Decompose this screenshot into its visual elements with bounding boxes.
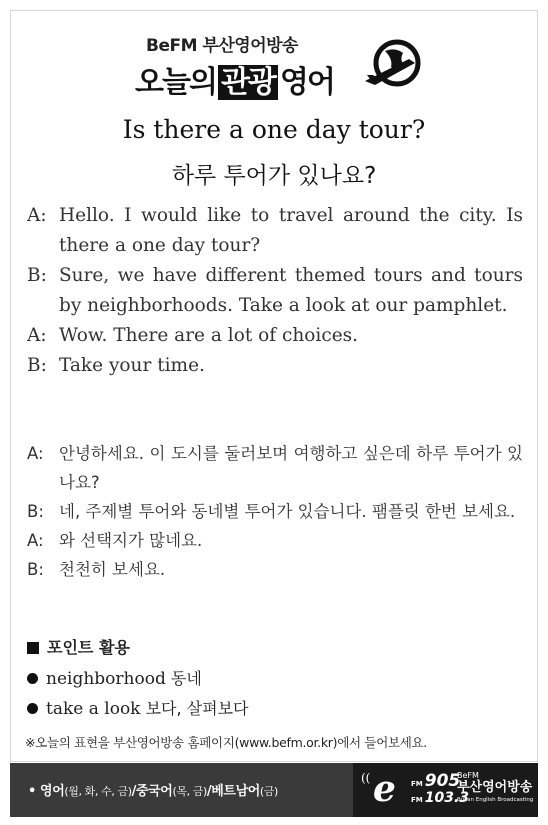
key-point-english: neighborhood [46,669,166,689]
dialog-english [27,201,523,381]
dialog-line [27,555,523,584]
dialog-text: Take your time. [59,355,205,376]
speaker: A: [27,205,47,226]
radio-brand-english: BeFM [457,771,479,780]
dialog-text: 천천히 보세요. [59,560,166,579]
dialog-line [27,439,523,497]
speaker: B: [27,560,44,579]
frequency-1 [411,771,460,791]
schedule-english-days: (월, 화, 수, 금) [64,785,132,798]
key-point-english: take a look [46,699,141,719]
schedule-english: • 영어 [28,784,65,799]
dialog-line [27,321,523,351]
key-point-item [27,694,523,724]
dialog-line [27,261,523,321]
radio-brand-korean: 부산영어방송 [457,780,533,795]
dialog-line [27,351,523,381]
footer-bar [10,763,538,817]
dialog-korean [27,439,523,584]
dialog-line [27,526,523,555]
key-points [27,635,523,724]
dialog-line [27,497,523,526]
dialog-text: 와 선택지가 많네요. [59,531,203,550]
radio-waves-icon: (( [361,771,371,785]
frequency-2-value: 103.3 [424,790,470,806]
schedule-chinese-days: (목, 금) [172,785,207,798]
schedule-vietnamese-days: (금) [259,785,278,798]
radio-brand-sub: Busan English Broadcasting [457,797,534,803]
schedule-vietnamese: /베트남어 [206,784,260,799]
dialog-line [27,201,523,261]
fm-label: FM [411,796,423,804]
key-points-title: 포인트 활용 [47,638,130,657]
fm-label: FM [411,780,423,788]
title-korean: 하루 투어가 있나요? [171,163,377,189]
key-point-korean: 보다, 살펴보다 [145,699,249,718]
brand-name: BeFM 부산영어방송 [146,36,298,56]
speaker: A: [27,531,44,550]
logo-part-1: 오늘의 [135,65,216,100]
frequency-1-value: 905 [424,771,461,791]
speaker: A: [27,444,44,463]
header [11,23,537,103]
globe-airplane-icon [363,37,423,95]
dialog-text: Sure, we have different themed tours and tours by neighborhoods. Take a look at our pamphlet. [59,265,523,316]
bullet-icon [27,673,38,684]
radio-brand [457,771,533,805]
logo-part-2: 영어 [279,65,334,100]
key-points-heading [27,635,523,658]
speaker: B: [27,265,47,286]
title-english: Is there a one day tour? [122,115,426,144]
key-point-item [27,664,523,694]
dialog-text: 안녕하세요. 이 도시를 둘러보며 여행하고 싶은데 하루 투어가 있나요? [59,444,523,492]
dialog-text: Hello. I would like to travel around the city. Is there a one day tour? [59,205,523,256]
bullet-icon [27,703,38,714]
program-logo [135,57,334,101]
dialog-text: 네, 주제별 투어와 동네별 투어가 있습니다. 팸플릿 한번 보세요. [59,502,516,521]
speaker: A: [27,325,47,346]
website-note: ※오늘의 표현을 부산영어방송 홈페이지(www.befm.or.kr)에서 들어보세요. [25,735,427,750]
article-card [10,10,538,762]
e-logo-icon: e [373,768,396,810]
broadcast-schedule [28,780,278,799]
speaker: B: [27,355,47,376]
speaker: B: [27,502,44,521]
key-point-korean: 동네 [170,669,202,688]
logo-boxed: 관광 [218,65,278,100]
dialog-text: Wow. There are a lot of choices. [59,325,359,346]
square-bullet-icon [27,642,39,654]
radio-logo [353,763,538,817]
schedule-chinese: /중국어 [131,784,173,799]
